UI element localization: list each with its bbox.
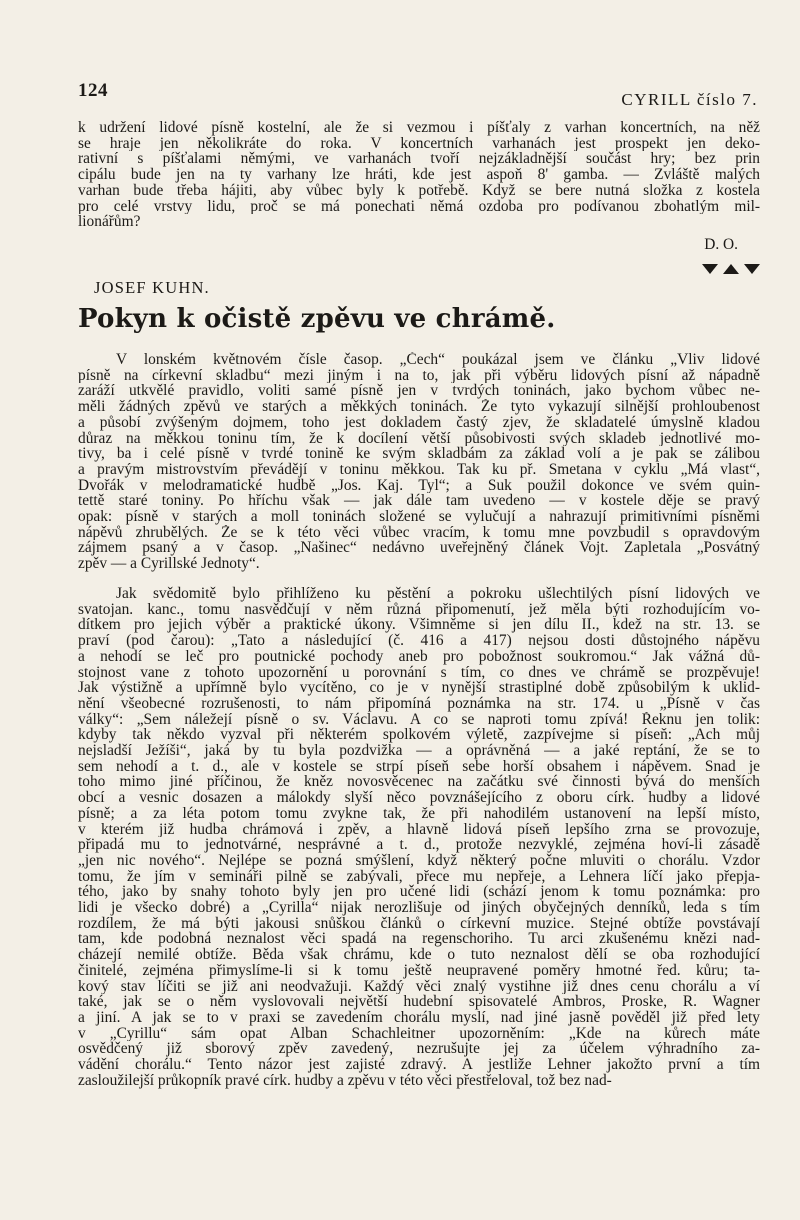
text-line: cipálu bude jen na ty varhany lze hráti, kde jest aspoň 8' gamba. — Zvláště malých	[78, 167, 760, 183]
text-line: toho mimo jiné příčinou, že kněz novosvěcenec na začátku své činnosti bývá do menších	[78, 774, 760, 791]
text-line: se hraje jen několikráte do roka. V koncertních varhanách jest prospekt jen deko-	[78, 135, 760, 152]
text-line: a pravým mistrovstvím převádějí v toninu měkkou. Tak ku př. Smetana v cyklu „Má vlast“,	[78, 461, 760, 478]
intro-paragraph	[78, 120, 760, 230]
text-line: činitelé, zejména přimyslíme-li si k tomu ještě neupravené poměry hmotné řed. kůru; ta-	[78, 962, 760, 979]
signature: D. O.	[704, 236, 738, 253]
running-head: CYRILL číslo 7.	[621, 90, 758, 109]
text-line: dítkem pro jejich výběr a praktické úkony. Všimněme si jen dílu II., kdež na str. 13. se	[78, 617, 760, 634]
text-line: „jen nic nového“. Nejlépe se pozná smýšlení, když některý počne mluviti o chorálu. Vzdor	[78, 852, 760, 869]
article-paragraph-2	[78, 586, 760, 1089]
page-number: 124	[78, 80, 108, 101]
text-line: tettě staré toniny. Po hříchu však — jak dále tam uvedeno — v kostele děje se pravý	[78, 493, 760, 510]
text-line: a nehodí se leč pro poutnické pochody aneb pro pobožnost soukromou.“ Jak vážná dů-	[78, 648, 760, 665]
text-line: rozdílem, že má býti jakousi snůškou článků o církevní muzice. Stejné obtíže povstávají	[78, 915, 760, 932]
text-line: kdyby tak někdo vyzval při některém spolkovém výletě, zazpívejme si píseň: „Ach můj	[78, 727, 760, 744]
text-line: lionářům?	[78, 214, 141, 230]
text-line: opak: písně v starých a moll toninách složené se vylučují a nahrazují primitivními písněmi	[78, 509, 760, 525]
text-line: zájmem psaný a v časop. „Našinec“ nedávno uveřejněný článek Vojt. Zapletala „Posvátný	[78, 540, 760, 557]
text-line: také, jak se o něm vyslovovali největší hudební spisovatelé Ambros, Proske, R. Wagner	[78, 994, 760, 1010]
text-line: lidi je všecko dobré) a „Cyrilla“ nijak nerozlišuje od jiných obyčejných denníků, leda s tím	[78, 900, 760, 916]
page-header	[78, 80, 758, 109]
text-line: osvědčený již sborový zpěv zavedený, nezrušujte jej za účelem výhradního za-	[78, 1041, 760, 1058]
text-line: sem nehodí a t. d., ale v kostele se strpí píseň sebe horší obsahem i nápěvem. Snad je	[78, 758, 760, 775]
text-line: měli žádných zpěvů ve starých a měkkých toninách. Že tyto vykazují silnější prohloubenost	[78, 399, 760, 415]
text-line: vádění chorálu.“ Tento názor jest zajisté zdravý. A jestliže Lehner jakožto první a tím	[78, 1057, 760, 1073]
text-line: připadá mu to jednotvárné, nesprávné a t. d., protože nezvyklé, zejména hoví-li zásadě	[78, 837, 760, 853]
text-line: a jiní. A jak se to v praxi se zavedením chorálu myslí, nad jiné jasně pověděl již před lety	[78, 1009, 760, 1026]
text-line: písně; a za léta potom tomu zvykne tak, že při nahodilém ustanovení na lepší místo,	[78, 805, 760, 822]
text-line: Dvořák v melodramatické hudbě „Jos. Kaj. Tyl“; a Suk použil dokonce ve svém quin-	[78, 477, 760, 494]
text-line: cházejí nemilé obtíže. Běda však chrámu, kde o tuto neznalost dělí se oba rozhodující	[78, 947, 760, 963]
text-line: tomu, že jím v semináři pilně se zabývali, přece mu nepřeje, a Lehnera líčí jako přepja-	[78, 868, 760, 885]
text-line: zpěv — a Cyrillské Jednoty“.	[78, 556, 260, 572]
text-line: války“: „Sem náležejí písně o sv. Václavu. A co se naproti tomu zpívá! Řeknu jen tolik:	[78, 711, 760, 728]
article-author: JOSEF KUHN.	[94, 278, 210, 297]
text-line: tého, jako by snahy tohoto byly jen pro učené lidi (schází jenom k tomu poznámka: pro	[78, 884, 760, 901]
text-line: obcí a vesnic dosazen a málokdy slyší něco povznášejícího z oboru círk. hudby a lidové	[78, 790, 760, 806]
text-line: důraz na měkkou toninu tím, že k docílení větší působivosti svých skladeb jednotlivé mo-	[78, 430, 760, 447]
ornament-divider-icon	[702, 263, 760, 275]
text-line: stojnost vane z tohoto upozornění u porovnání s tím, co dnes ve chrámě se prozpěvuje!	[78, 664, 760, 681]
text-line: k udržení lidové písně kostelní, ale že si vezmou i píšťaly z varhan koncertních, na něž	[78, 120, 760, 136]
text-line: pro celé vrstvy lidu, proč se má ponechati němá ozdoba pro podívanou zbohatlým mil-	[78, 198, 760, 215]
text-line: praví (pod čarou): „Tato a následující (č. 416 a 417) nejsou dosti důstojného nápěvu	[78, 633, 760, 649]
text-line: v kterém již hudba chrámová i zpěv, a hlavně lidová píseň lepšího zrna se provozuje,	[78, 821, 760, 838]
article-title: Pokyn k očistě zpěvu ve chrámě.	[78, 304, 556, 334]
text-line: v „Cyrillu“ sám opat Alban Schachleitner upozorněním: „Kde na kůrech máte	[78, 1025, 760, 1042]
text-line: Jak svědomitě bylo přihlíženo ku pěstění a pokroku ušlechtilých písní lidových ve	[116, 586, 760, 602]
text-line: tam, kde podobná neznalost věci spadá na regenschoriho. Tu arci zkušenému knězi nad-	[78, 931, 760, 948]
text-line: zasloužilejší průkopník pravé círk. hudby a zpěvu v této věci přestřeloval, tož bez nad-	[78, 1072, 612, 1089]
text-line: písně na církevní skladbu“ mezi jiným i na to, jak při výběru lidových písní až nápadně	[78, 367, 760, 384]
text-line: svatojan. kanc., tomu nasvědčují v něm různá připomenutí, jež měla býti rozhodujícím vo-	[78, 601, 760, 618]
text-line: V lonském květnovém čísle časop. „Čech“ poukázal jsem ve článku „Vliv lidové	[116, 352, 760, 368]
text-line: nápěvů zhrubělých. Že se k této věci vůbec vracím, k tomu mne povzbudil s opravdovým	[78, 524, 760, 541]
text-line: rativní s píšťalami němými, ve varhanách tvoří nejzákladnější součást hry; bez prin	[78, 151, 760, 168]
article-paragraph-1	[78, 352, 760, 572]
text-line: varhan bude třeba hájiti, aby vůbec byly k potřebě. Když se bere nutná složka z kostela	[78, 182, 760, 199]
text-line: tivy, ba i celé písně v tvrdé tonině ke svým skladbám za základ volí a je pak se zálibou	[78, 446, 760, 462]
text-line: a působí zvýšeným dojmem, toho jest dokladem častý zjev, že skladatelé úmyslně kladou	[78, 414, 760, 431]
text-line: nejsladší Ježíši“, jaká by tu byla pozdvižka — a oprávněná — a jaké reptání, že se to	[78, 743, 760, 759]
text-line: nění všeobecné rozrušenosti, to nám připomíná poznámka na str. 174. u „Písně v čas	[78, 695, 760, 712]
text-line: kový stav líčiti se již ani neodvažuji. Každý věci znalý vystihne již dnes cenu chorálu a ví	[78, 978, 760, 995]
text-line: Jak výstižně a upřímně bylo vycítěno, co je v nynější strastiplné době způsobilým k uklid-	[78, 680, 760, 696]
text-line: zaráží utkvělé pravidlo, voliti samé písně jen v tvrdých toninách, jako bychom vůbec ne-	[78, 383, 760, 400]
